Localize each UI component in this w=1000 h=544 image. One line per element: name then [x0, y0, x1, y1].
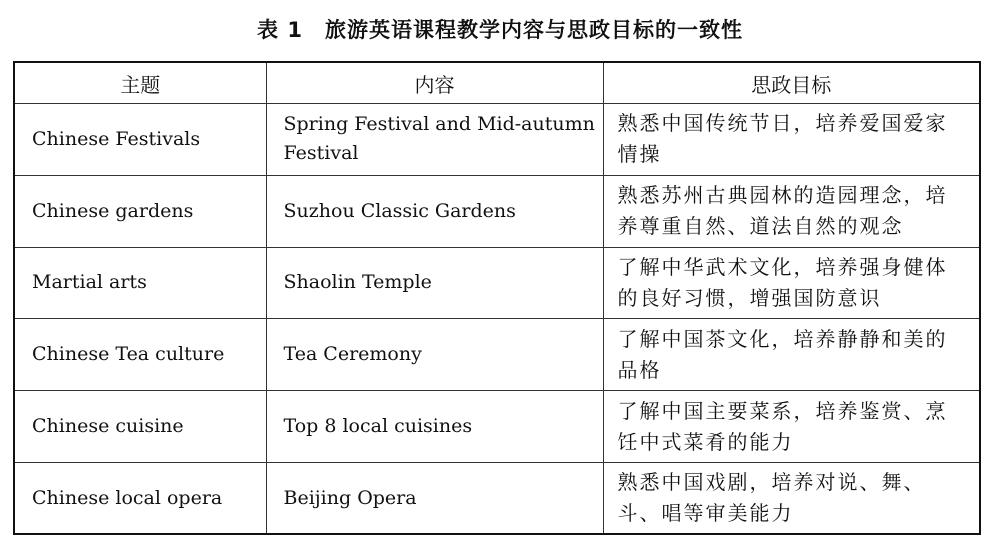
content-goal-table — [13, 61, 981, 535]
content-cell: Shaolin Temple — [266, 247, 603, 319]
content-cell: Spring Festival and Mid-autumn Festival — [266, 104, 603, 176]
table-row — [14, 319, 980, 391]
goal-cell: 了解中华武术文化，培养强身健体的良好习惯，增强国防意识 — [603, 247, 980, 319]
table-row — [14, 462, 980, 534]
content-cell: Top 8 local cuisines — [266, 391, 603, 463]
goal-cell: 了解中国主要菜系，培养鉴赏、烹饪中式菜肴的能力 — [603, 391, 980, 463]
content-cell: Tea Ceremony — [266, 319, 603, 391]
header-topic: 主题 — [14, 62, 266, 104]
topic-cell: Chinese Tea culture — [14, 319, 266, 391]
table-row — [14, 104, 980, 176]
table-caption — [0, 14, 1000, 44]
header-row — [14, 62, 980, 104]
goal-cell: 熟悉中国传统节日，培养爱国爱家情操 — [603, 104, 980, 176]
topic-cell: Martial arts — [14, 247, 266, 319]
content-cell: Suzhou Classic Gardens — [266, 175, 603, 247]
topic-cell: Chinese cuisine — [14, 391, 266, 463]
table-number: 表 1 — [257, 18, 303, 42]
table-title: 旅游英语课程教学内容与思政目标的一致性 — [324, 18, 743, 42]
topic-cell: Chinese gardens — [14, 175, 266, 247]
goal-cell: 熟悉中国戏剧，培养对说、舞、斗、唱等审美能力 — [603, 462, 980, 534]
goal-cell: 熟悉苏州古典园林的造园理念，培养尊重自然、道法自然的观念 — [603, 175, 980, 247]
topic-cell: Chinese local opera — [14, 462, 266, 534]
header-content: 内容 — [266, 62, 603, 104]
goal-cell: 了解中国茶文化，培养静静和美的品格 — [603, 319, 980, 391]
table-row — [14, 391, 980, 463]
table-row — [14, 175, 980, 247]
table-row — [14, 247, 980, 319]
header-goal: 思政目标 — [603, 62, 980, 104]
topic-cell: Chinese Festivals — [14, 104, 266, 176]
content-cell: Beijing Opera — [266, 462, 603, 534]
